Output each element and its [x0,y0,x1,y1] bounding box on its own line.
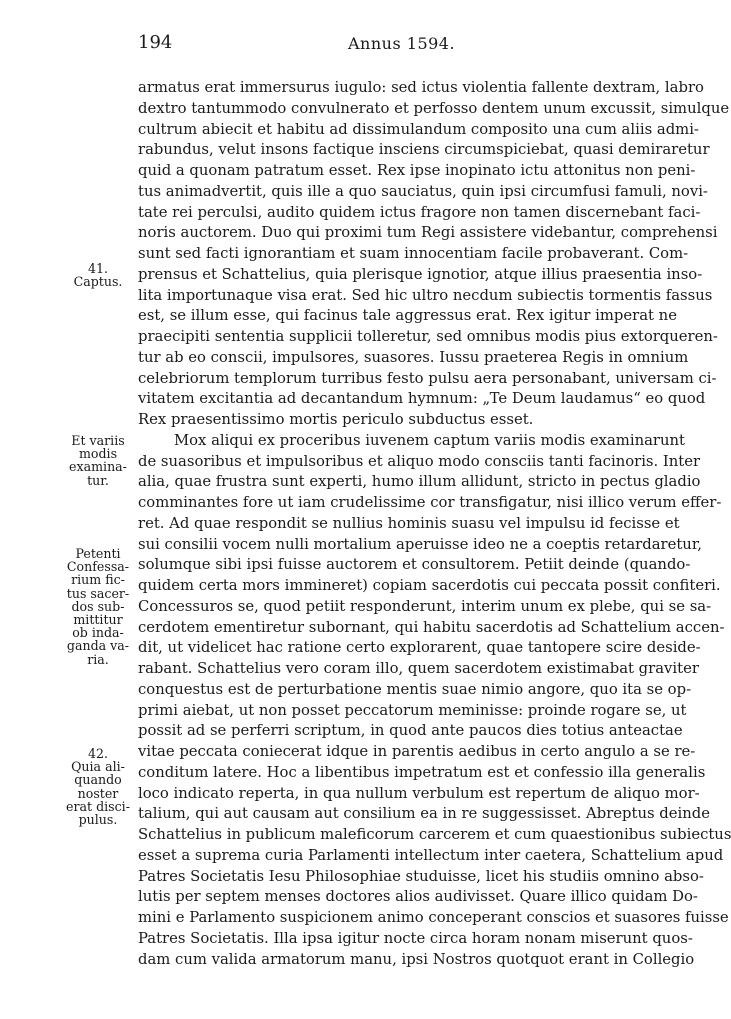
page-number: 194 [138,32,173,53]
margin-note-line: ria. [87,651,109,667]
text-line: solumque sibi ipsi fuisse auctorem et consultorem. Petiit deinde (quando- [138,556,691,574]
margin-note-discipulus [66,747,130,826]
margin-note-line: Confessa- [66,559,130,575]
text-line: conditum latere. Hoc a libentibus impetratum est et confessio illa generalis [138,763,706,781]
text-line: lita importunaque visa erat. Sed hic ultro necdum subiectis tormentis fassus [138,286,713,304]
text-line: tur ab eo conscii, impulsores, suasores. Iussu praeterea Regis in omnium [138,348,689,366]
margin-note-line: 41. [87,261,109,276]
text-line: talium, qui aut causam aut consilium ea in re suggessisset. Abreptus deinde [138,805,710,823]
text-line: loco indicato reperta, in qua nullum verbulum est repertum de aliquo mor- [138,784,700,802]
margin-note-line: rium fic- [71,572,125,588]
text-line: vitae peccata coniecerat idque in parentis aedibus in certo angulo a se re- [138,743,696,760]
margin-note-line: Petenti [75,546,121,561]
text-line: cultrum abiecit et habitu ad dissimulandum composito una cum aliis admi- [138,120,699,138]
text-line: primi aiebat, ut non posset peccatorum meminisse: proinde rogare se, ut [138,701,687,719]
text-line: tate rei perculsi, audito quidem ictus fragore non tamen discernebant faci- [138,203,701,221]
margin-note-line: modis [78,446,118,462]
text-line: est, se illum esse, qui facinus tale aggressus erat. Rex igitur imperat ne [138,307,677,325]
text-line: dit, ut videlicet hac ratione certo explorarent, quae tantopere scire deside- [138,639,701,657]
margin-note-line: tur. [87,472,109,488]
running-head: Annus 1594. [348,34,456,53]
text-line: Patres Societatis. Illa ipsa igitur nocte circa horam nonam miserunt quos- [138,929,693,947]
margin-note-line: pulus. [78,812,118,828]
margin-note-line: Et variis [71,433,125,448]
margin-note-line: erat disci- [66,798,130,814]
text-line: sunt sed facti ignorantiam et suam innocentiam facile probaverant. Com- [138,245,689,262]
text-line: dextro tantummodo convulnerato et perfosso dentem unum excussit, simulque [138,99,730,117]
text-line: Mox aliqui ex proceribus iuvenem captum variis modis examinarunt [174,431,686,449]
text-line: sui consilii vocem nulli mortalium aperuisse ideo ne a coeptis retardaretur, [138,535,702,553]
text-line: Concessuros se, quod petiit responderunt, interim unum ex plebe, qui se sa- [138,597,712,615]
margin-note-line: Quia ali- [71,759,125,775]
text-line: vitatem excitantia ad decantandum hymnum: „Te Deum laudamus“ eo quod [138,390,706,408]
text-line: quid a quonam patratum esset. Rex ipse inopinato ictu attonitus non peni- [138,162,696,179]
margin-note-line: mittitur [73,612,123,628]
text-line: noris auctorem. Duo qui proximi tum Regi assistere videbantur, comprehensi [138,224,718,242]
margin-note-line: examina- [69,459,127,475]
text-line: lutis per septem menses doctores alios audivisset. Quare illico quidam Do- [138,888,698,906]
margin-note-line: tus sacer- [66,585,130,601]
margin-note-line: ob inda- [72,625,124,641]
margin-note-line: 42. [87,746,109,761]
text-line: comminantes fore ut iam crudelissime cor transfigatur, nisi illico verum effer- [138,494,722,511]
text-line: tus animadvertit, quis ille a quo sauciatus, quin ipsi circumfusi famuli, novi- [138,182,708,200]
text-line: quidem certa mors immineret) copiam sacerdotis cui peccata possit confiteri. [138,577,721,594]
text-line: praecipiti sententia supplicii tolleretur, sed omnibus modis pius extorqueren- [138,328,718,345]
text-line: prensus et Schattelius, quia plerisque ignotior, atque illius praesentia inso- [138,265,703,283]
text-line: Schattelius in publicum maleficorum carcerem et cum quaestionibus subiectus [138,826,731,843]
text-line: rabant. Schattelius vero coram illo, quem sacerdotem existimabat graviter [138,660,699,677]
margin-note-line: quando [74,772,122,788]
margin-note-line: Captus. [73,274,123,290]
text-line: mini e Parlamento suspicionem animo conceperant conscios et suasores fuisse [138,909,729,926]
margin-note-captus [66,262,130,288]
text-line: conquestus est de perturbatione mentis suae nimio angore, quo ita se op- [138,680,692,698]
margin-note-line: dos sub- [71,598,125,614]
text-line: possit ad se perferri scriptum, in quod ante paucos dies totius anteactae [138,722,683,740]
page-header [138,32,666,56]
margin-note-examinatur [66,434,130,487]
text-line: alia, quae frustra sunt experti, humo illum allidunt, stricto in pectus gladio [138,473,701,491]
text-line: ret. Ad quae respondit se nullius hominis suasu vel impulsu id fecisse et [138,514,680,532]
margin-note-line: noster [77,785,119,801]
text-line: de suasoribus et impulsoribus et aliquo modo consciis tanti facinoris. Inter [138,452,701,470]
text-line: cerdotem ementiretur subornant, qui habitu sacerdotis ad Schattelium accen- [138,618,725,636]
text-line: rabundus, velut insons factique insciens circumspiciebat, quasi demiraretur [138,141,710,159]
margin-note-line: ganda va- [66,638,130,654]
body-text [138,78,731,970]
text-line: Rex praesentissimo mortis periculo subductus esset. [138,411,534,428]
text-line: armatus erat immersurus iugulo: sed ictus violentia fallente dextram, labro [138,79,704,96]
text-line: esset a suprema curia Parlamenti intellectum inter caetera, Schattelium apud [138,846,724,864]
margin-note-confessarius [66,547,130,666]
text-line: celebriorum templorum turribus festo pulsu aera personabant, universam ci- [138,369,717,387]
text-line: Patres Societatis Iesu Philosophiae studuisse, licet his studiis omnino abso- [138,867,704,885]
text-line: dam cum valida armatorum manu, ipsi Nostros quotquot erant in Collegio [138,950,695,968]
